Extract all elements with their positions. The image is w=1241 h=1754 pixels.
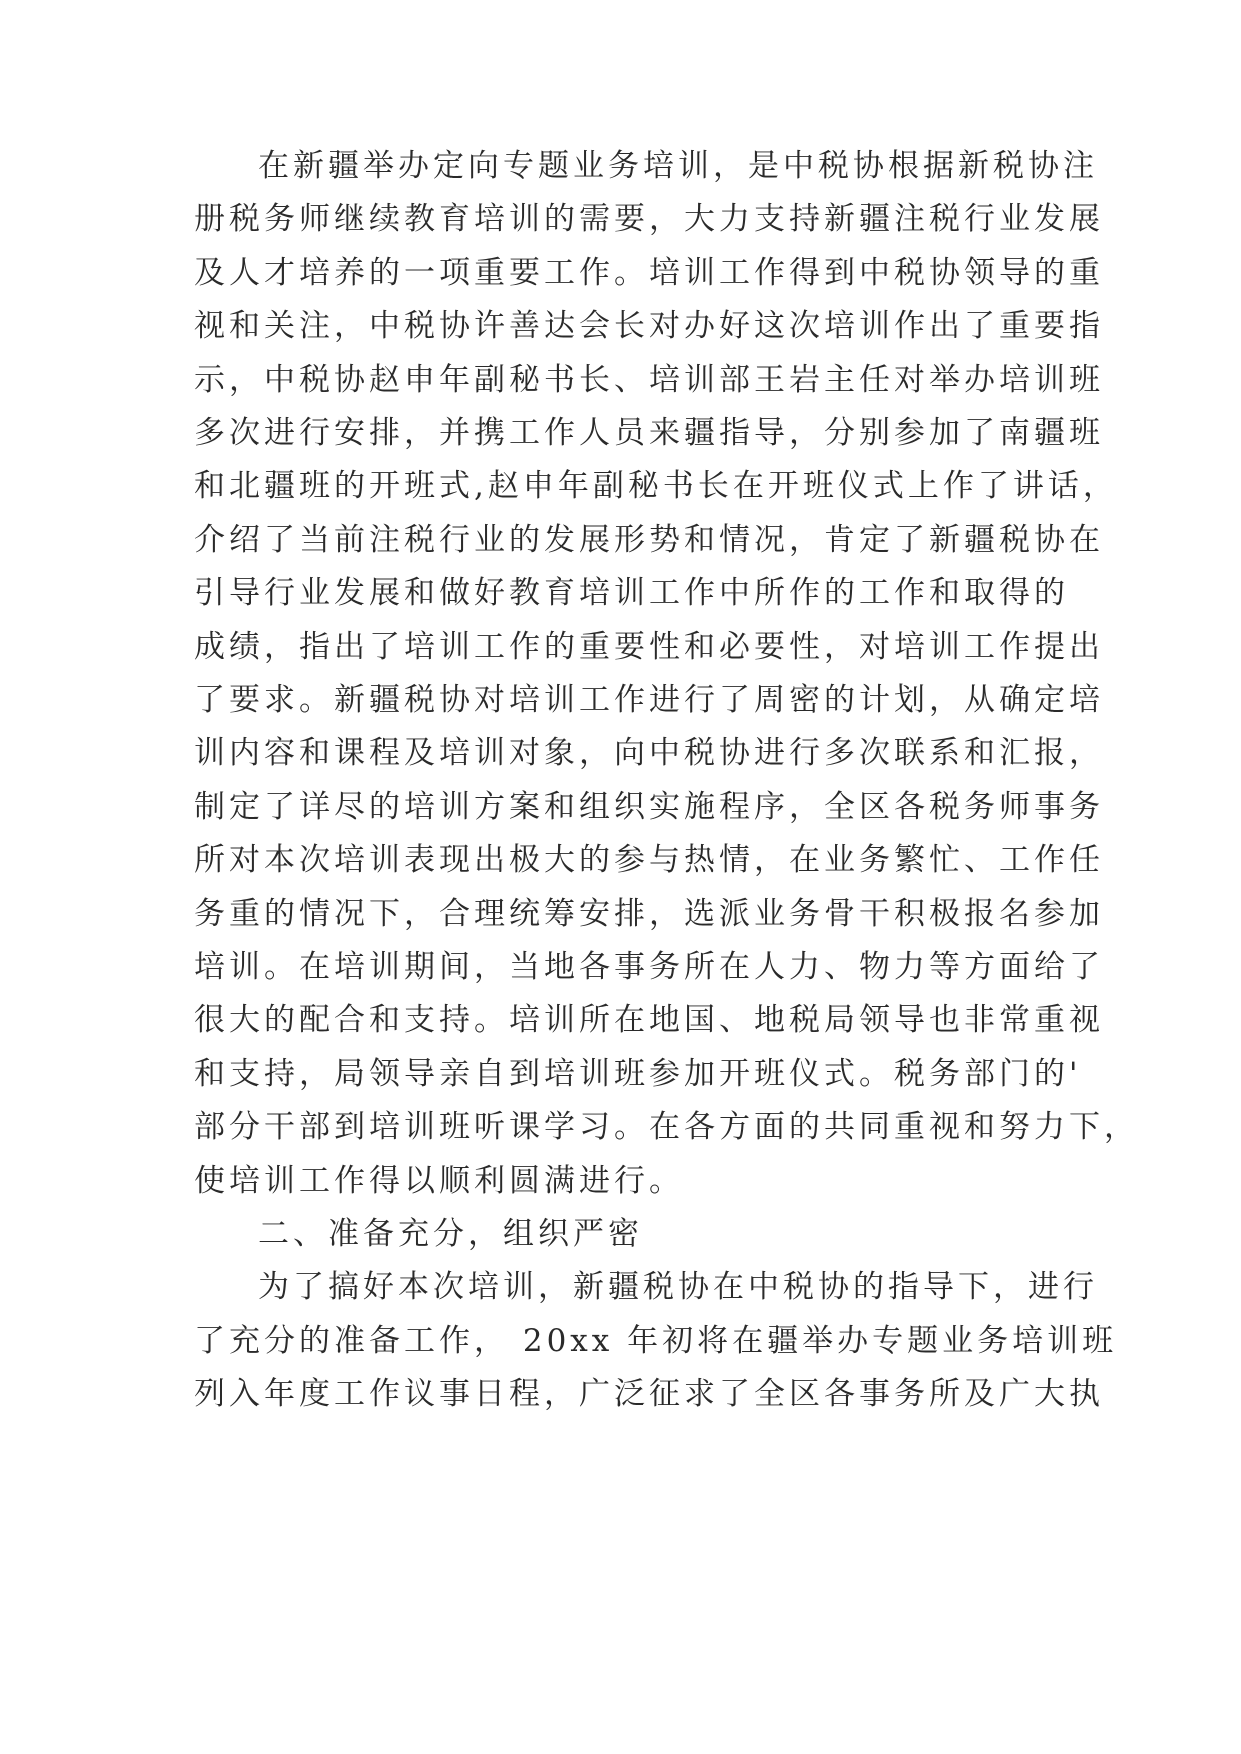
paragraph-line: 在新疆举办定向专题业务培训，是中税协根据新税协注 (258, 148, 1098, 184)
paragraph-line: 部分干部到培训班听课学习。在各方面的共同重视和努力下， (194, 1109, 1139, 1145)
paragraph-line: 多次进行安排，并携工作人员来疆指导，分别参加了南疆班 (194, 415, 1104, 451)
paragraph-line: 制定了详尽的培训方案和组织实施程序，全区各税务师事务 (194, 789, 1104, 825)
paragraph-line: 及人才培养的一项重要工作。培训工作得到中税协领导的重 (194, 255, 1104, 291)
paragraph-line: 务重的情况下，合理统筹安排，选派业务骨干积极报名参加 (194, 896, 1104, 932)
paragraph-line: 为了搞好本次培训，新疆税协在中税协的指导下，进行 (258, 1269, 1098, 1305)
paragraph-line: 培训。在培训期间，当地各事务所在人力、物力等方面给了 (194, 949, 1104, 985)
section-heading: 二、准备充分，组织严密 (258, 1216, 643, 1252)
paragraph-line: 视和关注，中税协许善达会长对办好这次培训作出了重要指 (194, 308, 1104, 344)
paragraph-line: 示，中税协赵申年副秘书长、培训部王岩主任对举办培训班 (194, 362, 1104, 398)
paragraph-line: 引导行业发展和做好教育培训工作中所作的工作和取得的 (194, 575, 1069, 611)
paragraph-line: 和支持，局领导亲自到培训班参加开班仪式。税务部门的' (194, 1056, 1082, 1092)
paragraph-line: 很大的配合和支持。培训所在地国、地税局领导也非常重视 (194, 1002, 1104, 1038)
paragraph-line: 了要求。新疆税协对培训工作进行了周密的计划，从确定培 (194, 682, 1104, 718)
paragraph-line: 了充分的准备工作， 20xx 年初将在疆举办专题业务培训班 (194, 1323, 1118, 1359)
paragraph-line: 和北疆班的开班式,赵申年副秘书长在开班仪式上作了讲话， (194, 468, 1118, 504)
paragraph-line: 册税务师继续教育培训的需要，大力支持新疆注税行业发展 (194, 201, 1104, 237)
paragraph-line: 介绍了当前注税行业的发展形势和情况，肯定了新疆税协在 (194, 522, 1104, 558)
paragraph-line: 列入年度工作议事日程，广泛征求了全区各事务所及广大执 (194, 1376, 1104, 1412)
paragraph-line: 所对本次培训表现出极大的参与热情，在业务繁忙、工作任 (194, 842, 1104, 878)
paragraph-line: 成绩，指出了培训工作的重要性和必要性，对培训工作提出 (194, 629, 1104, 665)
paragraph-line: 使培训工作得以顺利圆满进行。 (194, 1163, 684, 1199)
paragraph-line: 训内容和课程及培训对象，向中税协进行多次联系和汇报， (194, 735, 1104, 771)
